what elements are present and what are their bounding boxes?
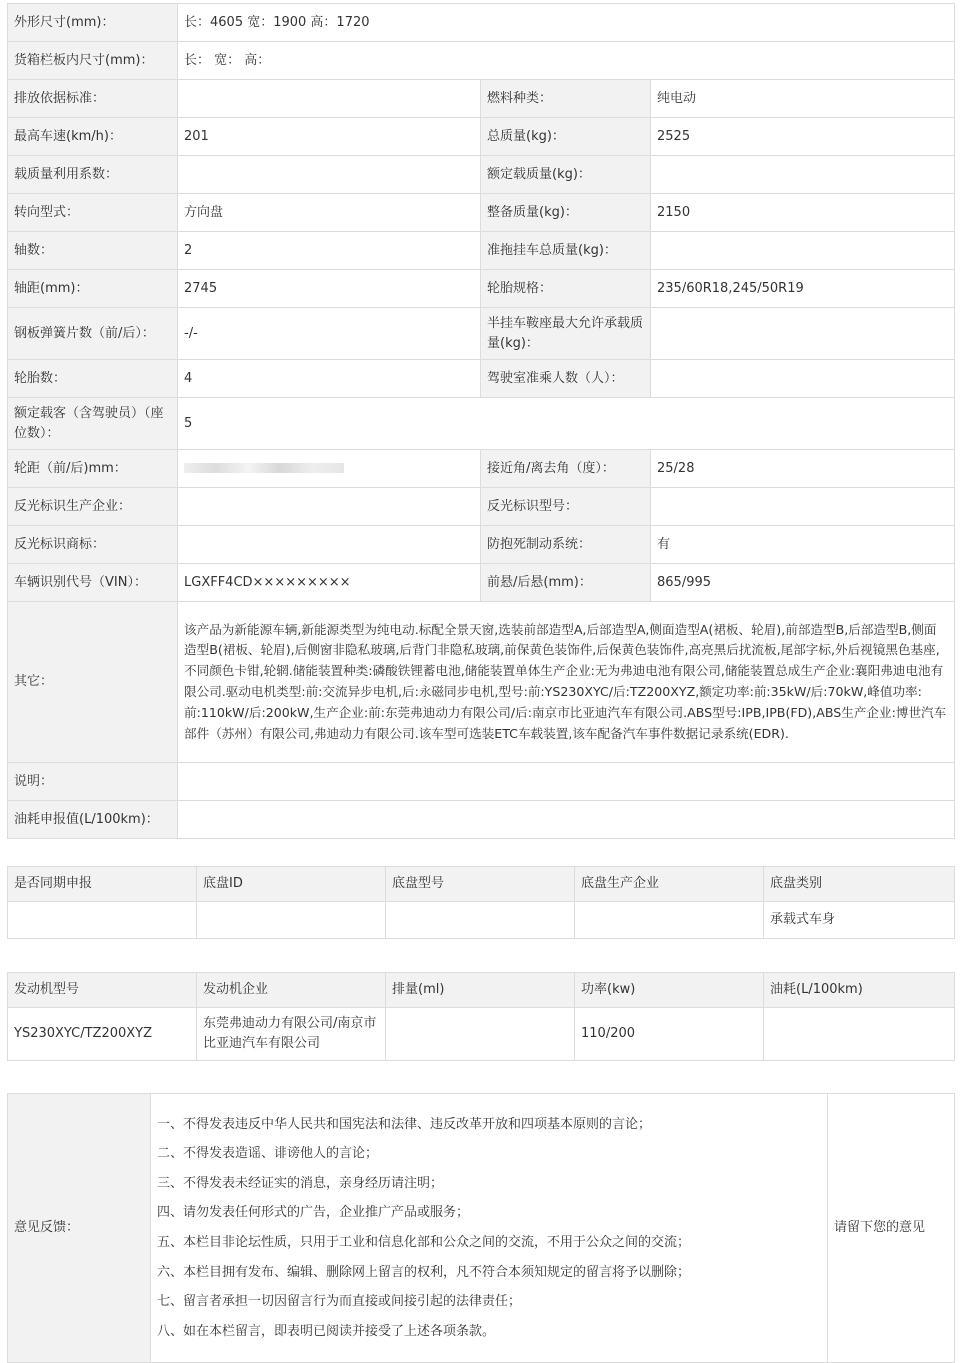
rated-load-label: 额定载质量(kg)： — [481, 156, 651, 194]
spec-row — [8, 308, 955, 360]
curb-mass-value: 2150 — [651, 194, 955, 232]
fuel-consumption-label: 油耗申报值(L/100km)： — [8, 801, 178, 839]
approach-angle-label: 接近角/离去角（度）： — [481, 450, 651, 488]
chassis-header-cell: 是否同期申报 — [8, 867, 197, 902]
chassis-header-cell: 底盘生产企业 — [575, 867, 764, 902]
chassis-cell — [8, 902, 197, 939]
spring-value: -/- — [178, 308, 481, 360]
fuel-type-value: 纯电动 — [651, 80, 955, 118]
spec-row — [8, 80, 955, 118]
wheelbase-label: 轴距(mm)： — [8, 270, 178, 308]
engine-cell: 东莞弗迪动力有限公司/南京市比亚迪汽车有限公司 — [197, 1008, 386, 1061]
table-row — [8, 902, 955, 939]
seats-label: 额定载客（含驾驶员）（座位数）： — [8, 398, 178, 450]
engine-cell — [386, 1008, 575, 1061]
axles-label: 轴数： — [8, 232, 178, 270]
rated-load-value — [651, 156, 955, 194]
spring-label: 钢板弹簧片数（前/后）： — [8, 308, 178, 360]
track-value — [178, 450, 481, 488]
abs-label: 防抱死制动系统： — [481, 526, 651, 564]
chassis-table — [7, 866, 955, 939]
overhang-value: 865/995 — [651, 564, 955, 602]
chassis-header-cell: 底盘ID — [197, 867, 386, 902]
chassis-header-row — [8, 867, 955, 902]
vin-label: 车辆识别代号（VIN）： — [8, 564, 178, 602]
spec-row — [8, 270, 955, 308]
trailer-mass-value — [651, 232, 955, 270]
engine-header-cell: 功率(kw) — [575, 973, 764, 1008]
spec-row — [8, 488, 955, 526]
vin-value: LGXFF4CD××××××××× — [178, 564, 481, 602]
feedback-rule: 四、请勿发表任何形式的广告，企业推广产品或服务； — [157, 1205, 470, 1221]
other-label: 其它： — [8, 602, 178, 763]
trailer-mass-label: 准拖挂车总质量(kg)： — [481, 232, 651, 270]
fuel-consumption-value — [178, 801, 955, 839]
redacted-value — [184, 463, 344, 473]
leave-feedback-link[interactable]: 请留下您的意见 — [828, 1094, 955, 1363]
cab-occupants-value — [651, 360, 955, 398]
max-speed-label: 最高车速(km/h)： — [8, 118, 178, 156]
engine-header-cell: 发动机企业 — [197, 973, 386, 1008]
engine-cell: 110/200 — [575, 1008, 764, 1061]
chassis-cell — [386, 902, 575, 939]
overhang-label: 前悬/后悬(mm)： — [481, 564, 651, 602]
chassis-cell — [197, 902, 386, 939]
engine-cell: YS230XYC/TZ200XYZ — [8, 1008, 197, 1061]
spec-row-remark — [8, 763, 955, 801]
abs-value: 有 — [651, 526, 955, 564]
fuel-type-label: 燃料种类： — [481, 80, 651, 118]
spec-row — [8, 232, 955, 270]
steering-label: 转向型式： — [8, 194, 178, 232]
emission-value — [178, 80, 481, 118]
axles-value: 2 — [178, 232, 481, 270]
feedback-rule: 三、不得发表未经证实的消息，亲身经历请注明； — [157, 1175, 444, 1191]
spec-row — [8, 564, 955, 602]
saddle-value — [651, 308, 955, 360]
emission-label: 排放依据标准： — [8, 80, 178, 118]
steering-value: 方向盘 — [178, 194, 481, 232]
spec-row-other — [8, 602, 955, 763]
other-value: 该产品为新能源车辆,新能源类型为纯电动.标配全景天窗,选装前部造型A,后部造型A,侧面造型A(裙板、轮眉),前部造型B,后部造型B,侧面造型B(裙板、轮眉),后侧窗非隐私玻璃,后背门非隐私玻璃,前保黄色装饰件,后保黄色装饰件,高亮黑后扰流板,尾部字标,外后视镜黑色基座,不同颜色卡钳,轮辋.储能装置种类:磷酸铁锂蓄电池,储能装置单体生产企业:无为弗迪电池有限公司,储能装置总成生产企业:襄阳弗迪电池有限公司.驱动电机类型:前:交流异步电机,后:永磁同步电机,型号:前:YS230XYC/后:TZ200XYZ,额定功率:前:35kW/后:70kW,峰值功率:前:110kW/后:200kW,生产企业:前:东莞弗迪动力有限公司/后:南京市比亚迪汽车有限公司.ABS型号:IPB,IPB(FD),ABS生产企业:博世汽车部件（苏州）有限公司,弗迪动力有限公司.该车型可选装ETC车载装置,该车配备汽车事件数据记录系统(EDR). — [178, 602, 955, 763]
cargo-value: 长： 宽： 高： — [178, 42, 955, 80]
max-speed-value: 201 — [178, 118, 481, 156]
cab-occupants-label: 驾驶室准乘人数（人）： — [481, 360, 651, 398]
spec-row — [8, 118, 955, 156]
chassis-cell — [575, 902, 764, 939]
reflector-maker-label: 反光标识生产企业： — [8, 488, 178, 526]
wheelbase-value: 2745 — [178, 270, 481, 308]
engine-header-cell: 发动机型号 — [8, 973, 197, 1008]
reflector-brand-value — [178, 526, 481, 564]
approach-angle-value: 25/28 — [651, 450, 955, 488]
tire-spec-label: 轮胎规格： — [481, 270, 651, 308]
feedback-table — [7, 1093, 955, 1363]
feedback-rule: 一、不得发表违反中华人民共和国宪法和法律、违反改革开放和四项基本原则的言论； — [157, 1116, 652, 1132]
remark-label: 说明： — [8, 763, 178, 801]
reflector-model-label: 反光标识型号： — [481, 488, 651, 526]
reflector-brand-label: 反光标识商标： — [8, 526, 178, 564]
spec-row — [8, 156, 955, 194]
feedback-rule: 七、留言者承担一切因留言行为而直接或间接引起的法律责任； — [157, 1294, 522, 1310]
engine-cell — [764, 1008, 955, 1061]
feedback-label: 意见反馈： — [8, 1094, 151, 1363]
chassis-header-cell: 底盘型号 — [386, 867, 575, 902]
spec-row-fuel-consumption — [8, 801, 955, 839]
feedback-rules — [151, 1094, 828, 1363]
reflector-model-value — [651, 488, 955, 526]
feedback-row — [8, 1094, 955, 1363]
curb-mass-label: 整备质量(kg)： — [481, 194, 651, 232]
chassis-cell: 承载式车身 — [764, 902, 955, 939]
engine-header-row — [8, 973, 955, 1008]
total-mass-value: 2525 — [651, 118, 955, 156]
engine-header-cell: 排量(ml) — [386, 973, 575, 1008]
chassis-header-cell: 底盘类别 — [764, 867, 955, 902]
tire-count-value: 4 — [178, 360, 481, 398]
cargo-label: 货箱栏板内尺寸(mm)： — [8, 42, 178, 80]
feedback-rule: 八、如在本栏留言，即表明已阅读并接受了上述各项条款。 — [157, 1323, 496, 1339]
saddle-label: 半挂车鞍座最大允许承载质量(kg)： — [481, 308, 651, 360]
spec-row-seats — [8, 398, 955, 450]
spec-table — [7, 3, 955, 839]
seats-value: 5 — [178, 398, 955, 450]
spec-row-dimensions — [8, 4, 955, 42]
reflector-maker-value — [178, 488, 481, 526]
load-coef-value — [178, 156, 481, 194]
feedback-rule: 二、不得发表造谣、诽谤他人的言论； — [157, 1146, 379, 1162]
spec-row — [8, 526, 955, 564]
spec-row-cargo — [8, 42, 955, 80]
spec-row — [8, 194, 955, 232]
remark-value — [178, 763, 955, 801]
tire-spec-value: 235/60R18,245/50R19 — [651, 270, 955, 308]
track-label: 轮距（前/后)mm： — [8, 450, 178, 488]
feedback-rule: 五、本栏目非论坛性质，只用于工业和信息化部和公众之间的交流，不用于公众之间的交流； — [157, 1235, 691, 1250]
table-row — [8, 1008, 955, 1061]
engine-header-cell: 油耗(L/100km) — [764, 973, 955, 1008]
total-mass-label: 总质量(kg)： — [481, 118, 651, 156]
feedback-rule: 六、本栏目拥有发布、编辑、删除网上留言的权利，凡不符合本须知规定的留言将予以删除； — [157, 1264, 691, 1280]
spec-row — [8, 450, 955, 488]
spec-row — [8, 360, 955, 398]
tire-count-label: 轮胎数： — [8, 360, 178, 398]
dims-label: 外形尺寸(mm)： — [8, 4, 178, 42]
dims-value: 长：4605 宽：1900 高：1720 — [178, 4, 955, 42]
load-coef-label: 载质量利用系数： — [8, 156, 178, 194]
engine-table — [7, 972, 955, 1061]
